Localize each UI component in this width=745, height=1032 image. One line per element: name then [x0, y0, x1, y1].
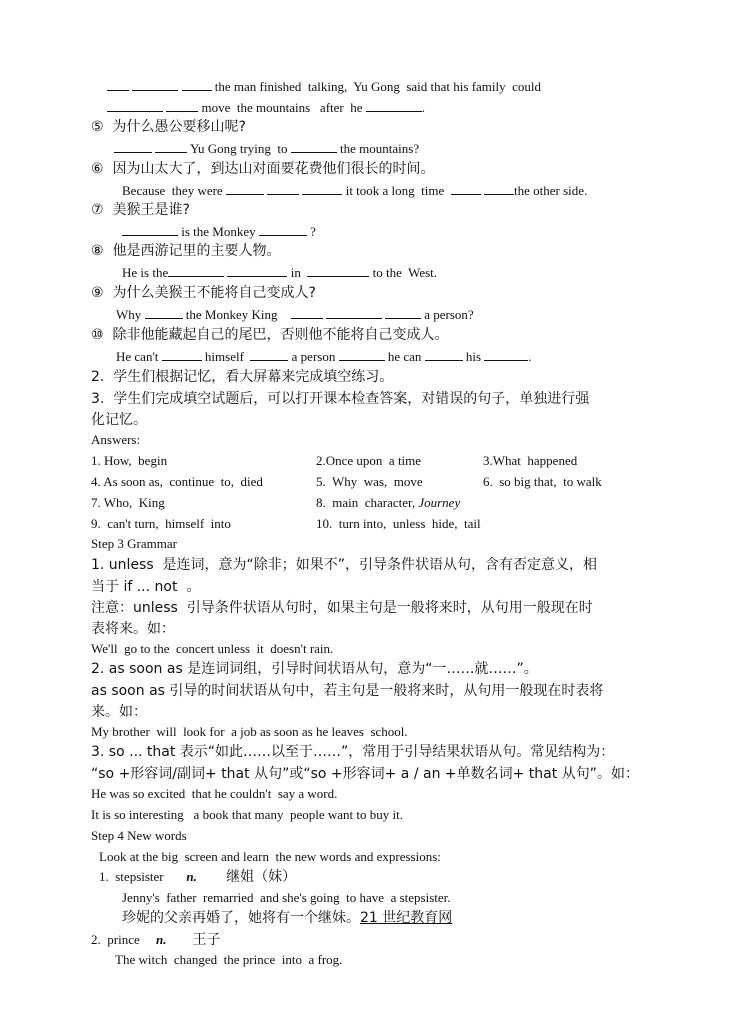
q4-answer-line-a: the man finished talking, Yu Gong said that his family could [107, 78, 541, 96]
word-entry-prince: 2. prince n. 王子 [91, 932, 221, 948]
grammar-example-3: He was so excited that he couldn't say a word. [91, 786, 338, 801]
answer-6: 6. so big that, to walk [483, 474, 602, 489]
word-entry-stepsister: 1. stepsister n. 继姐（妹） [99, 869, 297, 885]
blank[interactable] [259, 223, 307, 236]
word-example-en-2: The witch changed the prince into a frog. [115, 952, 343, 967]
instruction-step2: 2. 学生们根据记忆，看大屏幕来完成填空练习。 [91, 369, 394, 385]
blank[interactable] [291, 306, 323, 319]
grammar-heading: Step 3 Grammar [91, 536, 177, 551]
q9-chinese: ⑨ 为什么美猴王不能将自己变成人? [91, 285, 316, 301]
blank[interactable] [162, 348, 202, 361]
blank[interactable] [484, 182, 514, 195]
blank[interactable] [484, 348, 528, 361]
grammar-example-2: My brother will look for a job as soon as he leaves school. [91, 724, 408, 739]
instruction-step3-line2: 化记忆。 [91, 412, 147, 428]
grammar-example-4: It is so interesting a book that many people want to buy it. [91, 807, 403, 822]
answer-4: 4. As soon as, continue to, died [91, 474, 263, 489]
q7-chinese: ⑦ 美猴王是谁? [91, 202, 190, 218]
q10-english: He can't himself a person he can his . [116, 349, 532, 364]
grammar-p1-line1: 1. unless 是连词，意为“除非；如果不”，引导条件状语从句，含有否定意义，相 [91, 557, 598, 573]
blank[interactable] [107, 78, 129, 91]
blank[interactable] [114, 140, 152, 153]
grammar-p2-line1: 注意：unless 引导条件状语从句时，如果主句是一般将来时，从句用一般现在时 [91, 600, 593, 616]
blank[interactable] [366, 99, 422, 112]
q5-english: Yu Gong trying to the mountains? [114, 140, 419, 158]
q4-answer-line-b: move the mountains after he . [107, 99, 425, 117]
blank[interactable] [155, 140, 187, 153]
answer-1: 1. How, begin [91, 453, 168, 468]
blank[interactable] [451, 182, 481, 195]
grammar-p5-line2: “so +形容词/副词+ that 从句”或“so +形容词+ a / an +单数名词+ that 从句”。如： [91, 766, 639, 782]
blank[interactable] [122, 223, 178, 236]
answer-3: 3.What happened [483, 453, 578, 468]
word-example-cn-1: 珍妮的父亲再婚了，她将有一个继妹。21 世纪教育网 [122, 910, 453, 926]
blank[interactable] [226, 182, 264, 195]
blank[interactable] [307, 264, 369, 277]
blank[interactable] [267, 182, 299, 195]
new-words-heading: Step 4 New words [91, 828, 187, 843]
grammar-p4-line1: as soon as 引导的时间状语从句中，若主句是一般将来时，从句用一般现在时表将 [91, 683, 604, 699]
blank[interactable] [425, 348, 463, 361]
blank[interactable] [339, 348, 385, 361]
answer-7: 7. Who, King [91, 495, 165, 510]
grammar-p1-line2: 当于 if ... not 。 [91, 579, 201, 595]
blank[interactable] [132, 78, 178, 91]
blank[interactable] [145, 306, 183, 319]
grammar-example-1: We'll go to the concert unless it doesn't rain. [91, 641, 334, 656]
blank[interactable] [302, 182, 342, 195]
instruction-step3-line1: 3. 学生们完成填空试题后，可以打开课本检查答案，对错误的句子，单独进行强 [91, 391, 590, 407]
q10-chinese: ⑩ 除非他能藏起自己的尾巴，否则他不能将自己变成人。 [91, 327, 449, 343]
q7-english: is the Monkey ? [122, 223, 316, 241]
blank[interactable] [291, 140, 337, 153]
blank[interactable] [166, 99, 198, 112]
answer-2: 2.Once upon a time [316, 453, 422, 468]
grammar-p2-line2: 表将来。如： [91, 621, 175, 637]
q9-english: Why the Monkey King a person? [116, 307, 474, 322]
answer-8: 8. main character, Journey [316, 495, 461, 510]
blank[interactable] [227, 264, 287, 277]
new-words-intro: Look at the big screen and learn the new words and expressions: [99, 849, 441, 864]
answers-title: Answers: [91, 432, 141, 447]
blank[interactable] [326, 306, 382, 319]
answer-10: 10. turn into, unless hide, tail [316, 516, 481, 531]
source-link[interactable]: 21 世纪教育网 [360, 910, 453, 926]
answer-9: 9. can't turn, himself into [91, 516, 231, 531]
grammar-p3: 2. as soon as 是连词词组，引导时间状语从句，意为“一……就……”。 [91, 661, 538, 677]
q8-chinese: ⑧ 他是西游记里的主要人物。 [91, 243, 281, 259]
answer-5: 5. Why was, move [316, 474, 423, 489]
q6-chinese: ⑥ 因为山太大了，到达山对面要花费他们很长的时间。 [91, 161, 435, 177]
grammar-p5-line1: 3. so ... that 表示“如此……以至于……”，常用于引导结果状语从句。常见结构为： [91, 744, 615, 760]
q6-english: Because they were it took a long time the other side. [122, 183, 588, 198]
word-example-en-1: Jenny's father remarried and she's going to have a stepsister. [122, 890, 451, 905]
blank[interactable] [250, 348, 288, 361]
blank[interactable] [385, 306, 421, 319]
blank[interactable] [168, 264, 224, 277]
q5-chinese: ⑤ 为什么愚公要移山呢? [91, 119, 246, 135]
blank[interactable] [182, 78, 212, 91]
grammar-p4-line2: 来。如： [91, 704, 147, 720]
q8-english: He is the in to the West. [122, 265, 438, 280]
blank[interactable] [107, 99, 163, 112]
